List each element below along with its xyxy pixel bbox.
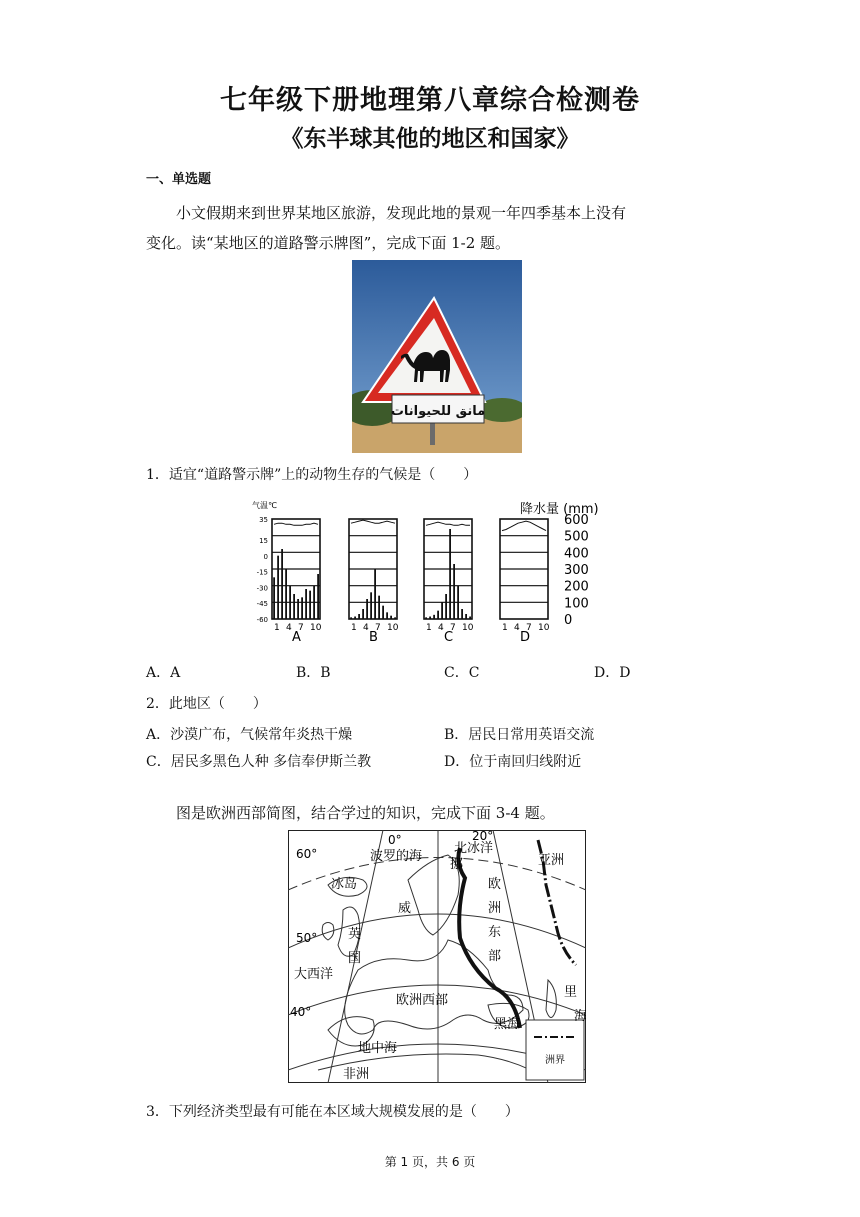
- month-tick: 4: [363, 623, 369, 633]
- precipitation-bar: [293, 594, 295, 619]
- precipitation-bar: [469, 617, 471, 620]
- month-tick: 10: [387, 623, 399, 633]
- precipitation-axis-label: 降水量 (mm): [520, 502, 599, 517]
- camel-sign-photo: [352, 260, 522, 453]
- temperature-tick: 35: [259, 516, 268, 524]
- month-tick: 10: [462, 623, 474, 633]
- lat-60-label: 60°: [296, 847, 318, 861]
- precipitation-bar: [390, 616, 392, 619]
- precipitation-bar: [453, 564, 455, 619]
- precipitation-bar: [362, 609, 364, 619]
- page-subtitle: 《东半球其他的地区和国家》: [280, 125, 580, 152]
- precipitation-bar: [297, 599, 299, 619]
- legend-label: 洲界: [545, 1055, 565, 1066]
- precipitation-bar: [429, 617, 431, 620]
- uk-label-2: 国: [348, 951, 362, 966]
- precipitation-bar: [277, 556, 279, 619]
- baltic-label: 波罗的海: [370, 849, 423, 864]
- precipitation-bar: [350, 617, 352, 619]
- lat-50-label: 50°: [296, 931, 318, 945]
- atlantic-label: 大西洋: [294, 967, 334, 982]
- precipitation-bar: [382, 606, 384, 619]
- western-europe-map: [288, 830, 586, 1083]
- precipitation-bar: [354, 617, 356, 620]
- precipitation-bar: [305, 589, 307, 619]
- east-europe-label-1: 欧: [488, 877, 502, 892]
- precipitation-bar: [370, 592, 372, 619]
- east-europe-label-4: 部: [488, 949, 502, 964]
- precipitation-bar: [289, 586, 291, 619]
- precipitation-bar: [465, 614, 467, 619]
- precipitation-tick: 500: [564, 529, 589, 545]
- month-tick: 10: [310, 623, 322, 633]
- intro-line-1: 小文假期来到世界某地区旅游，发现此地的景观一年四季基本上没有: [176, 204, 627, 222]
- temperature-line: [274, 523, 318, 525]
- q2-option-c: C．居民多黑色人种 多信奉伊斯兰教: [146, 754, 372, 770]
- precipitation-bar: [281, 549, 283, 619]
- month-tick: 1: [351, 623, 357, 633]
- precipitation-bar: [394, 617, 396, 619]
- precipitation-tick: 0: [564, 613, 573, 628]
- precipitation-bar: [449, 529, 451, 619]
- intro-2: 图是欧洲西部简图，结合学过的知识，完成下面 3-4 题。: [176, 804, 555, 822]
- month-tick: 7: [526, 623, 532, 633]
- africa-label: 非洲: [343, 1067, 370, 1082]
- precipitation-tick: 600: [564, 513, 589, 528]
- arctic-label: 北冰洋: [454, 841, 494, 856]
- black-sea-label: 黑海: [494, 1017, 521, 1032]
- q1-option-c: C．C: [444, 665, 480, 681]
- precipitation-tick: 400: [564, 546, 589, 562]
- month-tick: 4: [286, 623, 292, 633]
- question-1-stem: 1．适宜“道路警示牌”上的动物生存的气候是（ ）: [146, 467, 478, 483]
- temperature-tick: -30: [256, 584, 268, 593]
- iceland-label: 冰岛: [331, 877, 358, 892]
- precipitation-bar: [437, 611, 439, 619]
- month-tick: 1: [502, 623, 508, 633]
- caspian-label-2: 海: [574, 1009, 586, 1024]
- intro-line-2: 变化。读“某地区的道路警示牌图”，完成下面 1-2 题。: [146, 234, 511, 252]
- precipitation-bar: [273, 577, 275, 619]
- uk-label-1: 英: [348, 927, 362, 942]
- month-tick: 7: [298, 623, 304, 633]
- lon-0-label: 0°: [388, 833, 402, 847]
- temperature-axis-label: 气温℃: [252, 501, 277, 510]
- page-footer: 第 1 页，共 6 页: [384, 1155, 476, 1169]
- asia-label: 亚洲: [538, 853, 565, 868]
- panel-label-d: D: [520, 630, 531, 645]
- month-tick: 7: [375, 623, 381, 633]
- caspian-label-1: 里: [564, 985, 578, 1000]
- precipitation-tick: 100: [564, 596, 589, 612]
- panel-label-a: A: [292, 630, 301, 645]
- q2-option-a: A．沙漠广布，气候常年炎热干燥: [146, 727, 353, 743]
- temperature-line: [426, 522, 470, 525]
- temperature-tick: 15: [259, 537, 268, 546]
- month-tick: 1: [274, 623, 280, 633]
- lon-20-label: 20°: [472, 830, 494, 843]
- temperature-tick: 0: [263, 552, 268, 561]
- page-title: 七年级下册地理第八章综合检测卷: [220, 85, 640, 116]
- q1-option-b: B．B: [296, 665, 331, 681]
- precipitation-bar: [378, 596, 380, 619]
- precipitation-bar: [317, 574, 319, 619]
- precipitation-tick: 300: [564, 563, 589, 578]
- q1-option-d: D．D: [594, 665, 631, 681]
- q2-option-b: B．居民日常用英语交流: [444, 727, 595, 743]
- precipitation-bar: [301, 597, 303, 619]
- west-europe-label: 欧洲西部: [396, 993, 449, 1008]
- east-europe-label-2: 洲: [488, 901, 502, 916]
- q2-option-d: D．位于南回归线附近: [444, 754, 582, 770]
- precipitation-bar: [374, 569, 376, 619]
- precipitation-bar: [366, 599, 368, 619]
- precipitation-bar: [386, 612, 388, 619]
- question-3-stem: 3．下列经济类型最有可能在本区域大规模发展的是（ ）: [146, 1104, 519, 1120]
- month-tick: 7: [450, 623, 456, 633]
- norway-label-1: 挪: [450, 857, 464, 872]
- sign-arabic-text: مانق للحيوانات: [390, 404, 486, 419]
- panel-label-c: C: [444, 630, 454, 645]
- month-tick: 4: [438, 623, 444, 633]
- temperature-line: [351, 520, 395, 523]
- question-2-stem: 2．此地区（ ）: [146, 696, 267, 712]
- precipitation-bar: [457, 586, 459, 619]
- climate-chart: [252, 495, 622, 647]
- east-europe-label-3: 东: [488, 925, 502, 940]
- temperature-tick: -15: [256, 568, 268, 577]
- precipitation-bar: [425, 617, 427, 619]
- precipitation-bar: [445, 594, 447, 619]
- q1-option-a: A．A: [146, 665, 181, 681]
- precipitation-bar: [433, 615, 435, 619]
- precipitation-bar: [358, 614, 360, 619]
- precipitation-bar: [285, 569, 287, 619]
- month-tick: 4: [514, 623, 520, 633]
- month-tick: 1: [426, 623, 432, 633]
- month-tick: 10: [538, 623, 550, 633]
- precipitation-bar: [461, 609, 463, 619]
- temperature-tick: -45: [256, 600, 268, 609]
- lat-40-label: 40°: [290, 1005, 312, 1019]
- temperature-tick: -60: [256, 616, 268, 624]
- panel-label-b: B: [369, 630, 378, 645]
- temperature-line: [502, 521, 546, 531]
- precipitation-bar: [309, 591, 311, 619]
- norway-label-2: 威: [398, 901, 412, 916]
- mediterranean-label: 地中海: [358, 1041, 398, 1056]
- precipitation-bar: [313, 586, 315, 619]
- section-heading: 一、单选题: [146, 172, 212, 187]
- precipitation-bar: [441, 602, 443, 619]
- precipitation-tick: 200: [564, 579, 589, 595]
